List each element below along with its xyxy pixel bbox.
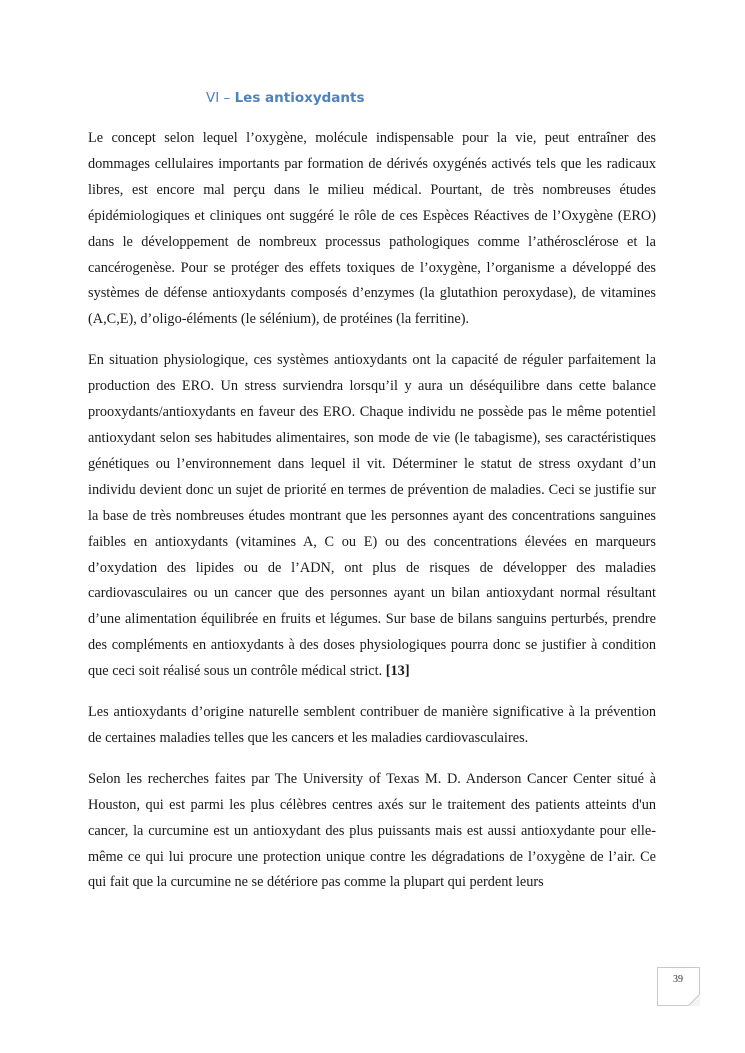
paragraph-4	[88, 767, 656, 896]
paragraph-1-text: Le concept selon lequel l’oxygène, molécule indispensable pour la vie, peut entraîner des dommages cellulaires importants par formation de dérivés oxygénés activés tels que les radicaux libres, est encore mal perçu dans le milieu médical. Pourtant, de très nombreuses études épidémiologiques et cliniques ont suggéré le rôle de ces Espèces Réactives de l’Oxygène (ERO) dans le développement de nombreux processus pathologiques comme l’athérosclérose et la cancérogenèse. Pour se protéger des effets toxiques de l’oxygène, l’organisme a développé des systèmes de défense antioxydants composés d’enzymes (la glutathion peroxydase), de vitamines (A,C,E), d’oligo-éléments (le sélénium), de protéines (la ferritine).	[88, 130, 656, 328]
page-number: 39	[673, 974, 683, 985]
paragraph-2-text: En situation physiologique, ces systèmes antioxydants ont la capacité de réguler parfaitement la production des ERO. Un stress surviendra lorsqu’il y aura un déséquilibre dans cette balance prooxydants/antioxydants en faveur des ERO. Chaque individu ne possède pas le même potentiel antioxydant selon ses habitudes alimentaires, son mode de vie (le tabagisme), ses caractéristiques génétiques ou l’environnement dans lequel il vit. Déterminer le statut de stress oxydant d’un individu devient donc un sujet de priorité en termes de prévention de maladies. Ceci se justifie sur la base de très nombreuses études montrant que les personnes ayant des concentrations sanguines faibles en antioxydants (vitamines A, C ou E) ou des concentrations élevées en marqueurs d’oxydation des lipides ou de l’ADN, ont plus de risques de développer des maladies cardiovasculaires ou un cancer que des personnes ayant un bilan antioxydant normal résultant d’une alimentation équilibrée en fruits et légumes. Sur base de bilans sanguins perturbés, prendre des compléments en antioxydants à des doses physiologiques pourra donc se justifier à condition que ceci soit réalisé sous un contrôle médical strict.	[88, 352, 656, 680]
paragraph-3	[88, 700, 656, 752]
paragraph-1	[88, 126, 656, 333]
citation-reference: [13]	[385, 663, 410, 680]
page-number-box	[657, 967, 700, 1006]
body-text	[88, 126, 656, 896]
paragraph-2	[88, 348, 656, 685]
folded-corner-icon	[688, 994, 700, 1006]
paragraph-3-text: Les antioxydants d’origine naturelle semblent contribuer de manière significative à la prévention de certaines maladies telles que les cancers et les maladies cardiovasculaires.	[88, 704, 656, 746]
paragraph-4-text: Selon les recherches faites par The University of Texas M. D. Anderson Cancer Center situé à Houston, qui est parmi les plus célèbres centres axés sur le traitement des patients atteints d'un cancer, la curcumine est un antioxydant des plus puissants mais est aussi antioxydante pour elle-même ce qui lui procure une protection unique contre les dégradations de l’oxygène de l’air. Ce qui fait que la curcumine ne se détériore pas comme la plupart qui perdent leurs	[88, 770, 656, 891]
section-number: VI –	[206, 90, 231, 106]
section-title: Les antioxydants	[234, 90, 365, 106]
section-heading	[206, 90, 365, 106]
